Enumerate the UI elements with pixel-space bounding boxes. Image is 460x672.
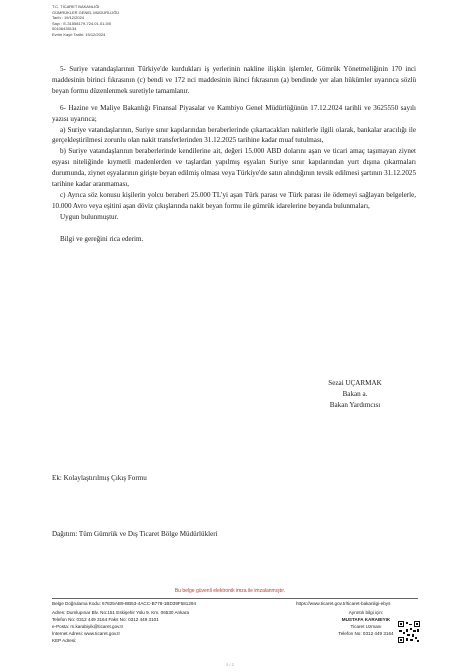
verification-link[interactable]: https://www.ticaret.gov.tr/ticaret-bakanligi-ebys bbox=[296, 601, 391, 606]
address-line: Adres: Dumlupınar Blv. No:151 Eskişehir Yolu 9. Km. 06530 Ankara bbox=[52, 610, 190, 615]
signer-title: Bakan a. bbox=[342, 389, 368, 398]
e-signature-notice: Bu belge güvenli elektronik imza ile imzalanmıştır. bbox=[174, 588, 286, 594]
header-line: GÜMRÜKLER GENEL MÜDÜRLÜĞÜ bbox=[52, 9, 120, 15]
attachment-line: Ek: Kolaylaştırılmış Çıkış Formu bbox=[52, 474, 147, 482]
signature-block bbox=[290, 378, 420, 411]
paragraph-6a: a) Suriye vatandaşlarının, Suriye sınır kapılarından beraberlerinde çıkartacakları nakitlerle ilgili olarak, bankalar aracılığı ile gerçekleştirilmesi zorunlu olan nakit transferlerinden 31.12.2025 tarihine kadar muaf tutulması, bbox=[52, 125, 416, 145]
paragraph-6b: b) Suriye vatandaşlarının beraberlerinde kendilerine ait, değeri 15.000 ABD dolarını aşan ve ticari amaç taşımayan ziynet eşyası niteliğinde kıymetli madenlerden ve taşlardan yapılmış eşyaları Suriye sınır kapılarından yurt dışına çıkarmaları durumunda, ziynet eşyalarının girişte beyan edilmiş olması veya Türkiye'de satın alındığının tevsik edilmesi şartının 31.12.2025 tarihine kadar aranmaması, bbox=[52, 147, 416, 189]
paragraph-6: 6- Hazine ve Maliye Bakanlığı Finansal Piyasalar ve Kambiyo Genel Müdürlüğünün 17.12.2024 tarihli ve 3625550 sayılı yazısı uyarınca; bbox=[52, 103, 416, 123]
page-number: 2 / 2 bbox=[226, 662, 234, 667]
closing-text: Bilgi ve gereğini rica ederim. bbox=[60, 234, 144, 243]
kep-line: KEP Adresi: bbox=[52, 638, 77, 643]
signer-name: Sezai UÇARMAK bbox=[328, 379, 382, 387]
header-line: Sayı : E-31558179-724.01.01-0/0 bbox=[52, 20, 112, 26]
info-label: Ayrıntılı bilgi için: bbox=[348, 610, 384, 615]
footer-divider bbox=[52, 598, 418, 599]
header-line: Tarih : 19/12/2024 bbox=[52, 15, 85, 21]
document-header bbox=[52, 4, 119, 38]
internet-line: İnternet Adresi: www.ticaret.gov.tr bbox=[52, 631, 121, 636]
info-phone: Telefon No: 0312 449 3164 bbox=[338, 631, 394, 636]
paragraph-6c: c) Ayrıca söz konusu kişilerin yolcu beraberi 25.000 TL'yi aşan Türk parası ve Türk parası ile ödemeyi sağlayan belgelerle, 10.000 Avro veya eşitini aşan döviz çıkışlarında nakit beyan formu ile gümrük idarelerine beyanda bulunmaları, bbox=[52, 190, 416, 210]
email-line: e-Posta: m.karabiyik@ticaret.gov.tr bbox=[52, 624, 124, 629]
phone-line: Telefon No: 0312 449 3164 Faks No: 0312 449 3101 bbox=[52, 617, 159, 622]
paragraph-5: 5- Suriye vatandaşlarının Türkiye'de kurdukları iş yerlerinin nakline ilişkin işlemler, Gümrük Yönetmeliğinin 170 inci maddesinin birinci fıkrasının (c) bendi ve 172 nci maddesinin ikinci fıkrasının (a) bendinde yer alan hükümler uyarınca sözlü beyan formu düzenlenmek suretiyle tamamlanır. bbox=[52, 65, 416, 95]
distribution-line: Dağıtım: Tüm Gümrük ve Dış Ticaret Bölge Müdürlükleri bbox=[52, 530, 218, 538]
header-line: 00106435134 bbox=[52, 26, 77, 32]
verification-code: Belge Doğrulama Kodu: 67825AB9-BB53-4ACC-B778-1BD39F581294 bbox=[52, 601, 197, 606]
header-line: T.C. TİCARET BAKANLIĞI bbox=[52, 4, 100, 9]
approval-text: Uygun bulunmuştur. bbox=[60, 212, 119, 221]
info-title: Ticaret Uzmanı bbox=[350, 624, 382, 629]
document-body bbox=[52, 64, 416, 245]
qr-code-icon bbox=[398, 621, 420, 643]
signer-position: Bakan Yardımcısı bbox=[329, 400, 381, 409]
info-name: MUSTAFA KARABIYIK bbox=[341, 617, 391, 622]
header-line: Evrim Kayıt Tarihi: 19/12/2024 bbox=[52, 31, 106, 37]
